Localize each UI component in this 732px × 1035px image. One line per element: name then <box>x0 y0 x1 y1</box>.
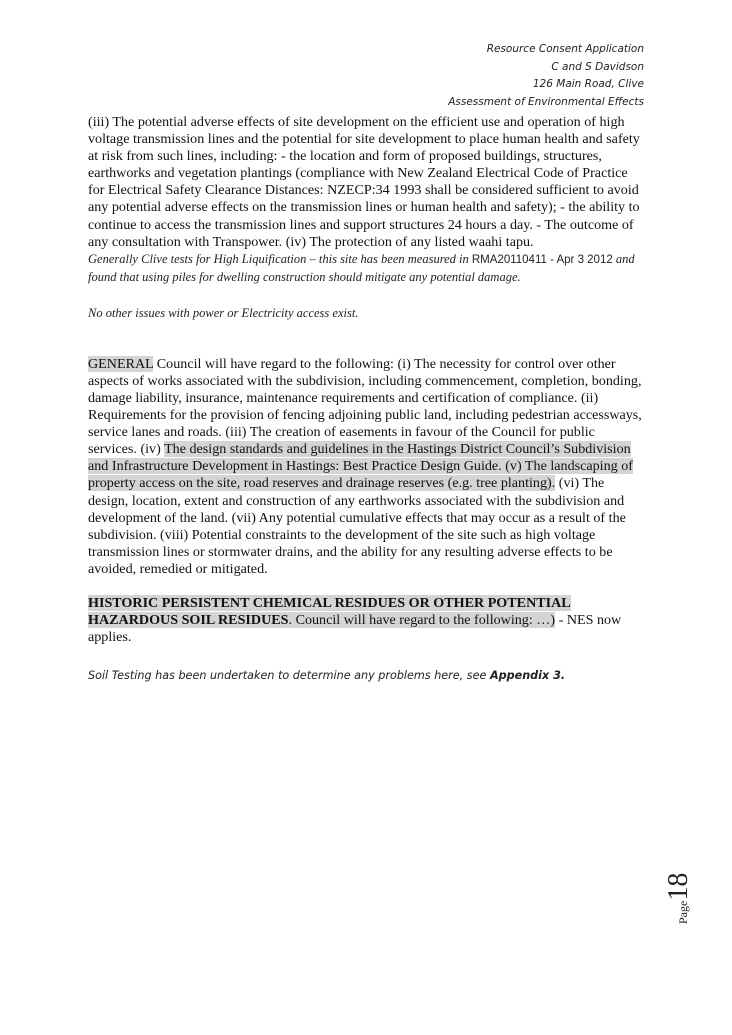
nes-text: - NES now applies. <box>88 612 622 646</box>
historic-residues-paragraph <box>88 595 643 646</box>
header-line-applicants: C and S Davidson <box>551 60 644 73</box>
historic-text: . Council will have regard to the following: …) <box>288 612 556 629</box>
liquification-note-text: Generally Clive tests for High Liquification – this site has been measured in <box>88 251 472 266</box>
page-number-value: 18 <box>663 872 694 901</box>
page-number <box>663 873 695 924</box>
header-line-title: Resource Consent Application <box>486 43 644 55</box>
general-heading: GENERAL <box>88 355 154 372</box>
transmission-lines-paragraph: (iii) The potential adverse effects of site development on the efficient use and operation of high voltage transmission lines and the potential for site development to place human health and safety at risk from such lines, including: - the location and form of proposed buildings, structures, earthworks and vegetation plantings (compliance with New Zealand Electrical Code of Practice for Electrical Safety Clearance Distances: NZECP:34 1993 shall be considered sufficient to avoid any potential adverse effects on the transmission lines or human health and safety); - the ability to continue to access the transmission lines and support structures 24 hours a day. - The outcome of any consultation with Transpower. (iv) The protection of any listed waahi tapu. <box>88 114 640 250</box>
rma-reference: RMA20110411 - Apr 3 2012 <box>471 253 613 266</box>
header-line-address: 126 Main Road, Clive <box>532 78 644 90</box>
header-line-subtitle: Assessment of Environmental Effects <box>448 95 644 108</box>
general-paragraph <box>88 356 643 578</box>
liquification-note <box>88 251 643 286</box>
liquification-note-text-end: and found that using piles for dwelling construction should mitigate any potential damage. <box>88 251 635 284</box>
soil-testing-note <box>88 668 643 684</box>
document-header <box>324 41 644 111</box>
soil-testing-text: Soil Testing has been undertaken to determine any problems here, see <box>88 669 490 683</box>
page-label: Page <box>676 900 690 924</box>
general-highlighted-text: The design standards and guidelines in the Hastings District Council’s Subdivision and Infrastructure Development in Hastings: Best Practice Design Guide. (v) The landscaping of property access on the site, road reserves and drainage reserves (e.g. tree planting). <box>88 441 633 492</box>
power-note: No other issues with power or Electricity access exist. <box>88 305 359 320</box>
general-text-a: Council will have regard to the following: (i) The necessity for control over other aspects of works associated with the subdivision, including commencement, completion, bonding, damage liability, insurance, maintenance requirements and certification of compliance. (ii) Requirements for the provision of fencing adjoining public land, including pedestrian accessways, service lanes and roads. (iii) The creation of easements in favour of the Council for public services. (iv) <box>88 355 642 458</box>
general-text-b: (vi) The design, location, extent and construction of any earthworks associated with the subdivision and development of the land. (vii) Any potential cumulative effects that may occur as a result of the subdivision. (viii) Potential constraints to the development of the site such as high voltage transmission lines or stormwater drains, and the ability for any resulting adverse effects to be avoided, remedied or mitigated. <box>88 475 626 577</box>
appendix-reference: Appendix 3. <box>489 669 566 683</box>
document-body <box>88 114 643 684</box>
historic-heading: HISTORIC PERSISTENT CHEMICAL RESIDUES OR OTHER POTENTIAL HAZARDOUS SOIL RESIDUES <box>88 594 571 629</box>
